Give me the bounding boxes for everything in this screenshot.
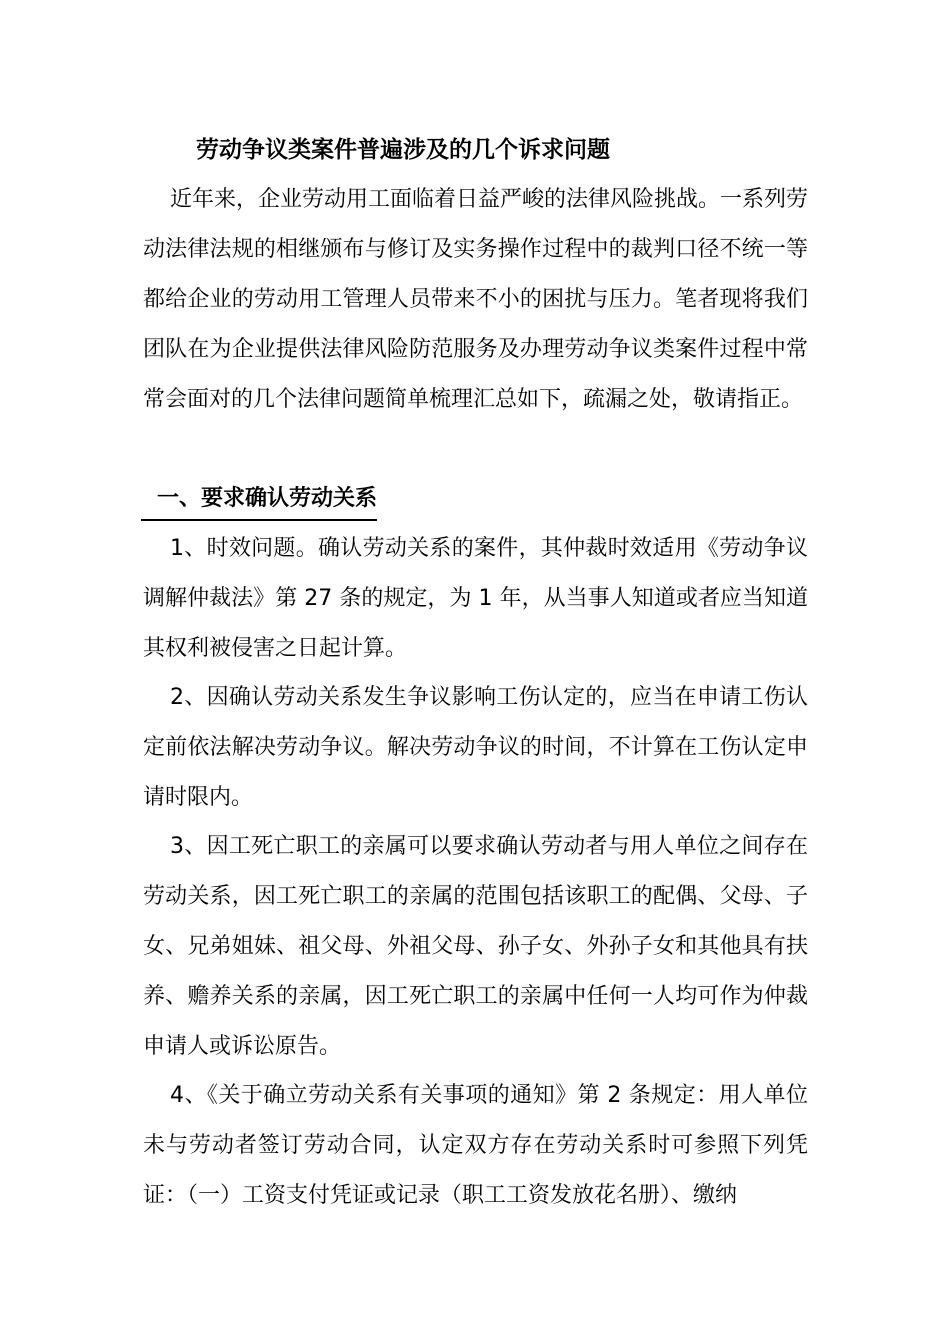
item-3-paragraph: 3、因工死亡职工的亲属可以要求确认劳动者与用人单位之间存在劳动关系，因工死亡职工的亲属的范围包括该职工的配偶、父母、子女、兄弟姐妹、祖父母、外祖父母、孙子女、外孙子女和其他具有扶养、赡养关系的亲属，因工死亡职工的亲属中任何一人均可作为仲裁申请人或诉讼原告。 bbox=[143, 834, 808, 1059]
intro-paragraph: 近年来，企业劳动用工面临着日益严峻的法律风险挑战。一系列劳动法律法规的相继颁布与修订及实务操作过程中的裁判口径不统一等都给企业的劳动用工管理人员带来不小的困扰与压力。笔者现将我们团队在为企业提供法律风险防范服务及办理劳动争议类案件过程中常常会面对的几个法律问题简单梳理汇总如下，疏漏之处，敬请指正。 bbox=[143, 187, 809, 412]
item-2-paragraph: 2、因确认劳动关系发生争议影响工伤认定的，应当在申请工伤认定前依法解决劳动争议。解决劳动争议的时间，不计算在工伤认定申请时限内。 bbox=[143, 685, 808, 810]
item-1-paragraph: 1、时效问题。确认劳动关系的案件，其仲裁时效适用《劳动争议调解仲裁法》第 27 条的规定，为 1 年，从当事人知道或者应当知道其权利被侵害之日起计算。 bbox=[143, 536, 808, 661]
item-4-paragraph: 4、《关于确立劳动关系有关事项的通知》第 2 条规定：用人单位未与劳动者签订劳动合同，认定双方存在劳动关系时可参照下列凭证：（一）工资支付凭证或记录（职工工资发放花名册）、缴纳 bbox=[143, 1083, 808, 1208]
section-heading: 一、要求确认劳动关系 bbox=[141, 479, 377, 521]
document-title: 劳动争议类案件普遍涉及的几个诉求问题 bbox=[196, 137, 610, 163]
